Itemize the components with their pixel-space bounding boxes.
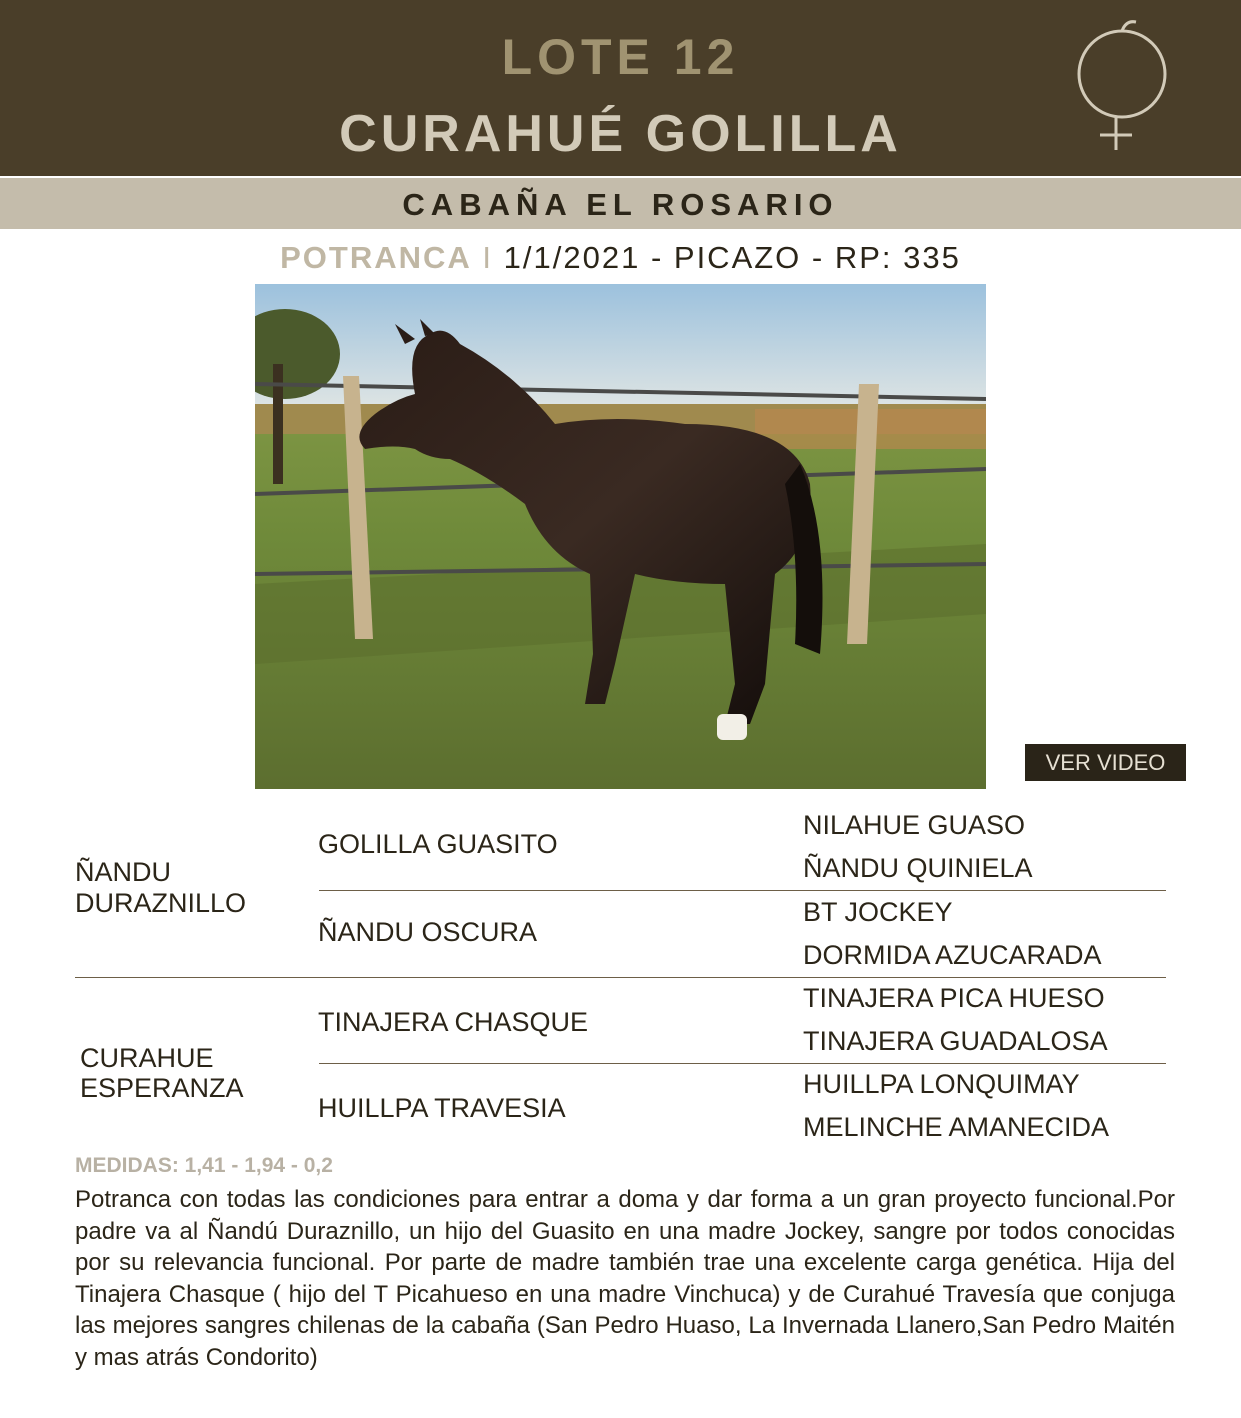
sire-name-line2: DURAZNILLO [75, 888, 247, 918]
view-video-button[interactable]: VER VIDEO [1025, 744, 1186, 781]
paternal-grandsire: GOLILLA GUASITO [318, 829, 558, 859]
details-separator: I [482, 240, 494, 275]
horse-category: POTRANCA [280, 240, 472, 275]
ancestor-4: DORMIDA AZUCARADA [803, 940, 1102, 970]
horse-photo [255, 284, 986, 789]
ancestor-7: HUILLPA LONQUIMAY [803, 1069, 1080, 1099]
ancestor-6: TINAJERA GUADALOSA [803, 1026, 1108, 1056]
horse-details-line [0, 240, 1241, 276]
sire-name-line1: ÑANDU [75, 857, 172, 887]
horse-birth-coat-rp: 1/1/2021 - PICAZO - RP: 335 [503, 240, 961, 275]
ancestor-3: BT JOCKEY [803, 897, 953, 927]
breeder-name: CABAÑA EL ROSARIO [402, 187, 839, 222]
horse-name: CURAHUÉ GOLILLA [339, 105, 902, 163]
ancestor-2: ÑANDU QUINIELA [803, 853, 1033, 883]
ancestor-5: TINAJERA PICA HUESO [803, 983, 1105, 1013]
ancestor-1: NILAHUE GUASO [803, 810, 1026, 840]
maternal-grandsire: TINAJERA CHASQUE [318, 1007, 589, 1037]
paternal-granddam: ÑANDU OSCURA [318, 917, 538, 947]
divider-2 [319, 1063, 1166, 1064]
dam-name-line1: CURAHUE [80, 1043, 214, 1073]
maternal-granddam: HUILLPA TRAVESIA [318, 1093, 566, 1123]
description-text: Potranca con todas las condiciones para entrar a doma y dar forma a un gran proyecto funcional.Por padre va al Ñandú Duraznillo, un hijo del Guasito en una madre Jockey, sangre por todos conocidas por su relevancia funcional. Por parte de madre también trae una excelente carga genética. Hija del Tinajera Chasque ( hijo del T Picahueso en una madre Vinchuca) y de Curahué Travesía que conjuga las mejores sangres chilenas de la cabaña (San Pedro Huaso, La Invernada Llanero,San Pedro Maitén y mas atrás Condorito) [75, 1186, 1175, 1371]
measurements: MEDIDAS: 1,41 - 1,94 - 0,2 [75, 1154, 333, 1177]
ancestor-8: MELINCHE AMANECIDA [803, 1112, 1110, 1142]
divider-main [75, 977, 1166, 978]
dam-name-line2: ESPERANZA [80, 1073, 244, 1103]
lot-number: LOTE 12 [501, 29, 740, 85]
divider-1 [319, 890, 1166, 891]
female-symbol-icon [1070, 18, 1174, 154]
